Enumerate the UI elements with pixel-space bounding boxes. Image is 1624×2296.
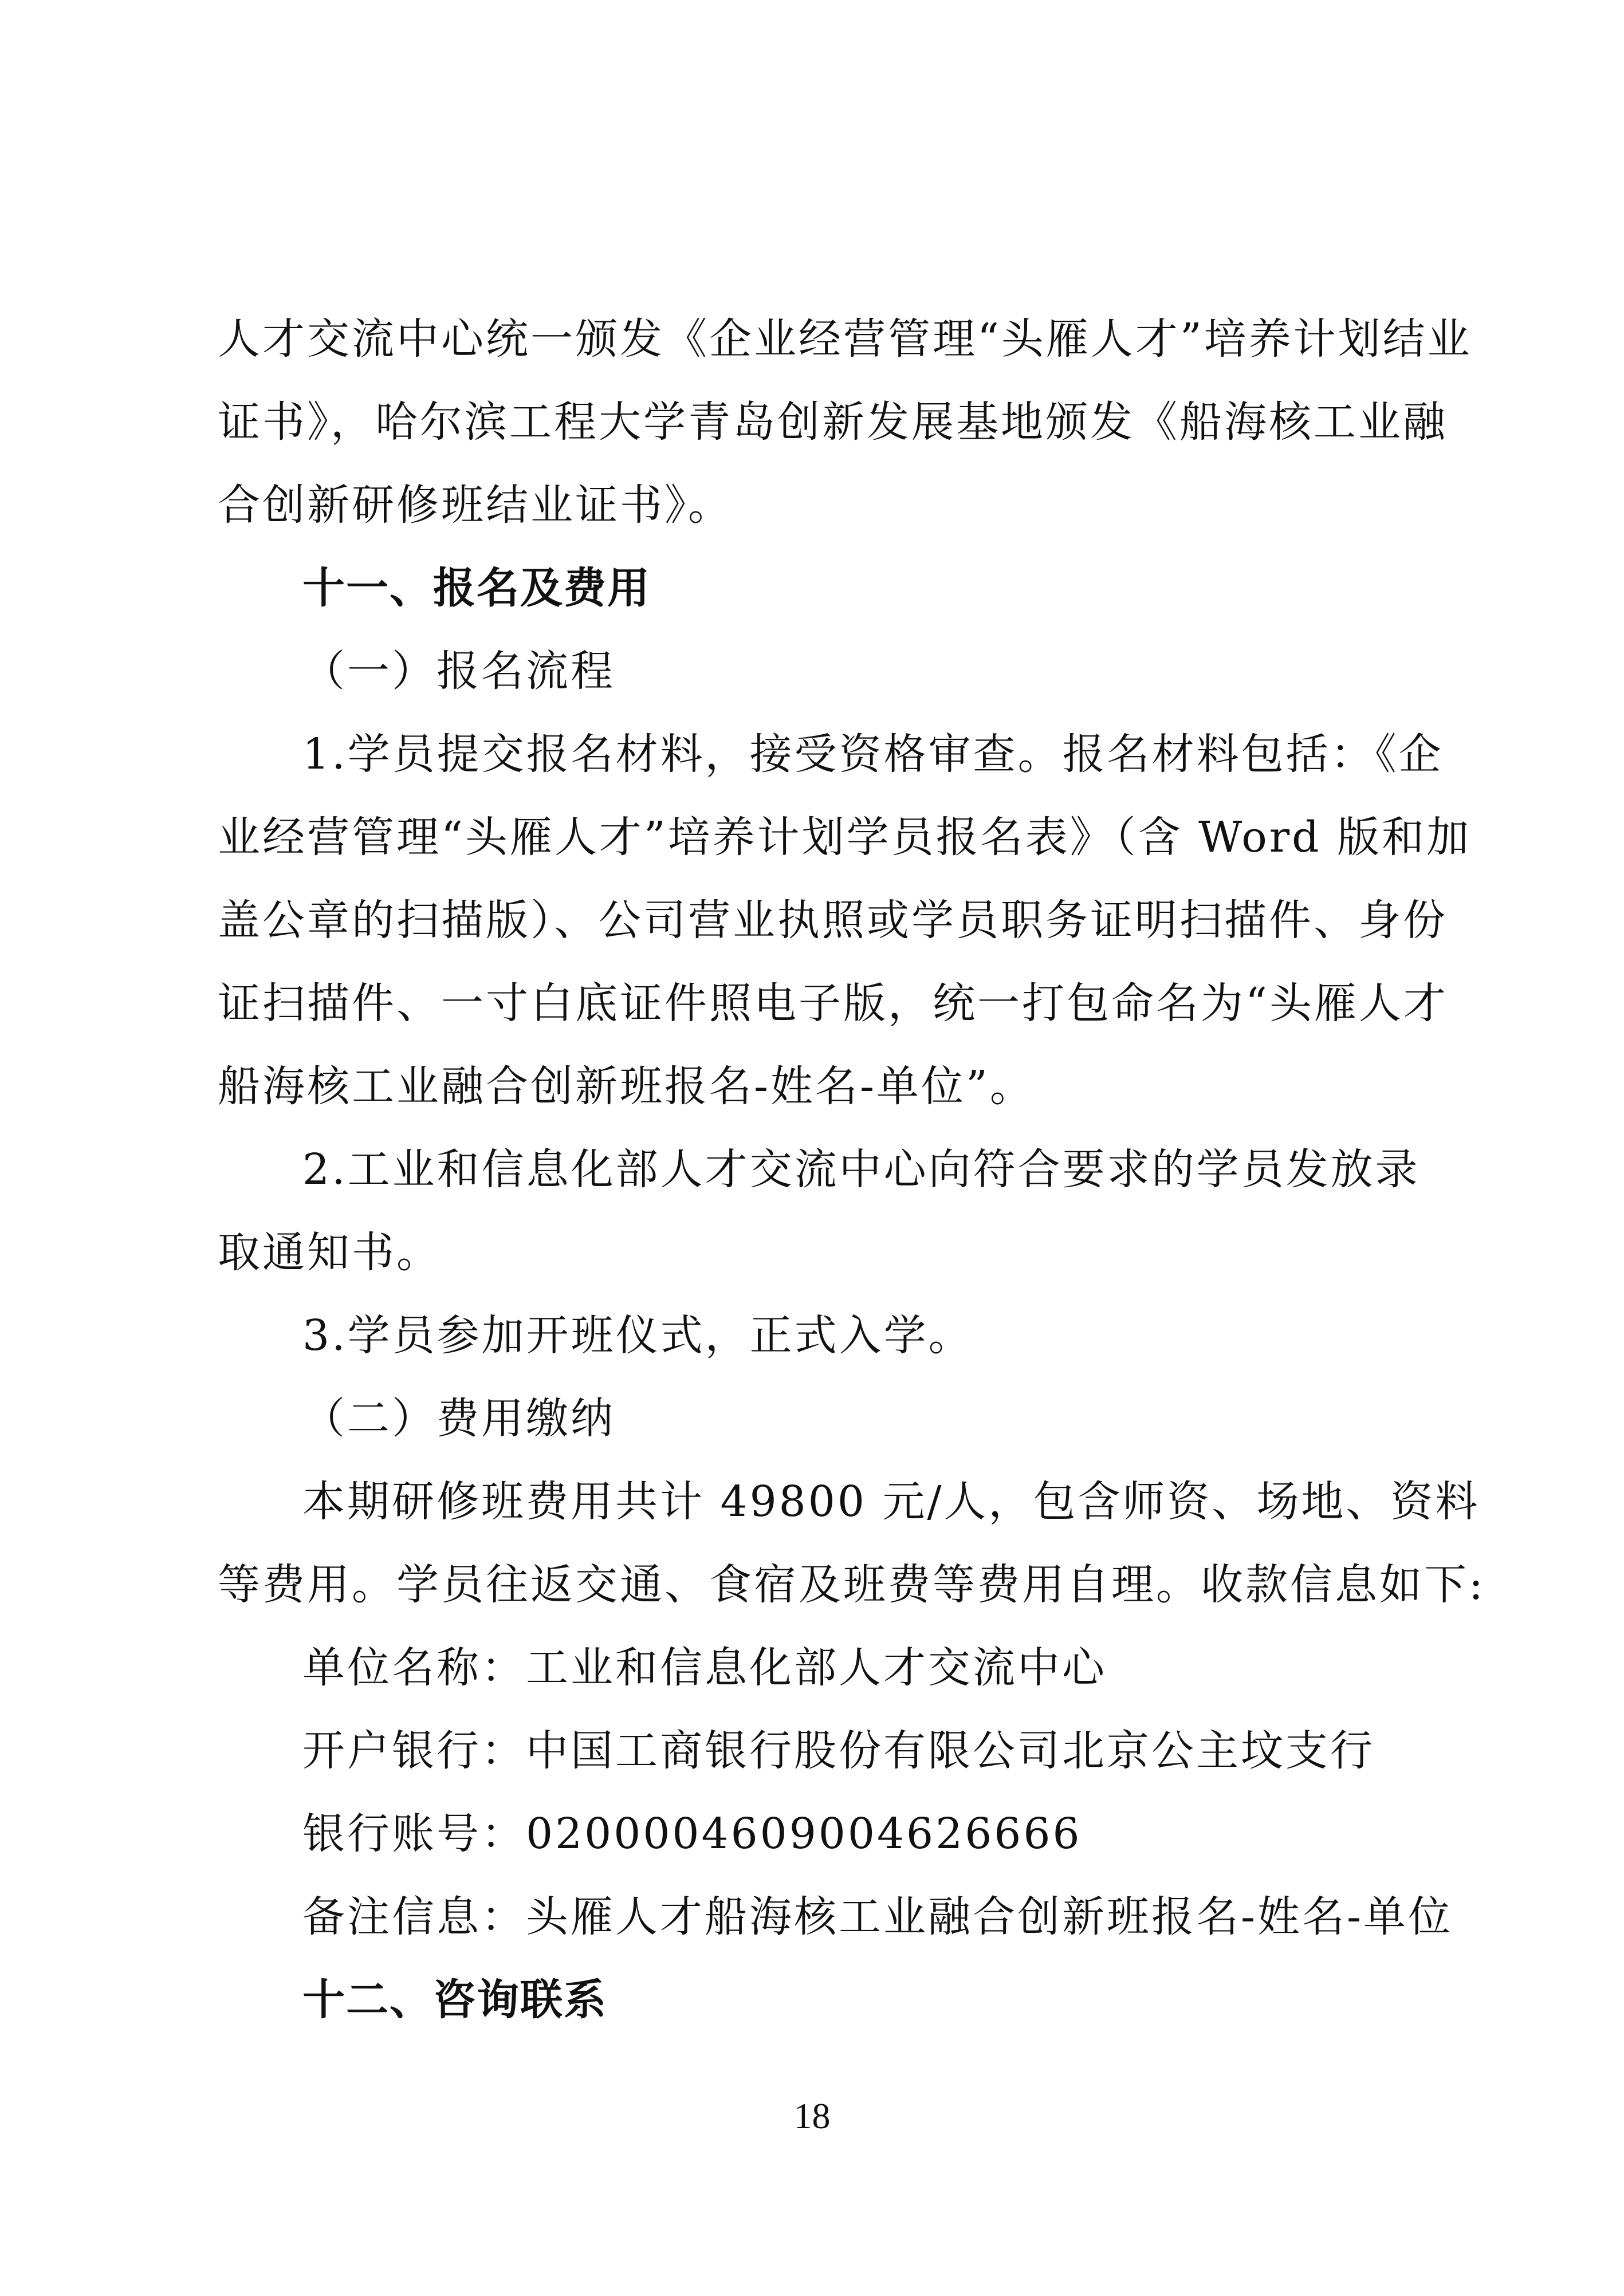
- paragraph-line: 业经营管理“头雁人才”培养计划学员报名表》（含 Word 版和加: [218, 813, 1472, 862]
- subsection-heading: （一）报名流程: [302, 647, 615, 696]
- payment-info-account: 银行账号：0200004609004626666: [302, 1809, 1082, 1858]
- paragraph-line: 盖公章的扫描版）、公司营业执照或学员职务证明扫描件、身份: [218, 896, 1448, 945]
- paragraph-line: 船海核工业融合创新班报名-姓名-单位”。: [218, 1062, 1035, 1111]
- paragraph-line: 证书》，哈尔滨工程大学青岛创新发展基地颁发《船海核工业融: [218, 397, 1448, 447]
- payment-info-unit: 单位名称：工业和信息化部人才交流中心: [302, 1643, 1107, 1692]
- document-body: [218, 298, 1485, 2042]
- paragraph-line: 合创新研修班结业证书》。: [218, 481, 733, 530]
- subsection-heading: （二）费用缴纳: [302, 1394, 615, 1443]
- section-heading: 十一、报名及费用: [302, 564, 651, 613]
- paragraph-line: 取通知书。: [218, 1228, 441, 1277]
- paragraph-line: 人才交流中心统一颁发《企业经营管理“头雁人才”培养计划结业: [218, 314, 1472, 364]
- paragraph-line: 1.学员提交报名材料，接受资格审查。报名材料包括：《企: [302, 730, 1444, 779]
- paragraph-line: 2.工业和信息化部人才交流中心向符合要求的学员发放录: [302, 1145, 1420, 1194]
- paragraph-line: 等费用。学员往返交通、食宿及班费等费用自理。收款信息如下:: [218, 1560, 1485, 1609]
- paragraph-line: 本期研修班费用共计 49800 元/人，包含师资、场地、资料: [302, 1477, 1480, 1526]
- paragraph-line: 3.学员参加开班仪式，正式入学。: [302, 1311, 973, 1360]
- payment-info-bank: 开户银行：中国工商银行股份有限公司北京公主坟支行: [302, 1726, 1375, 1775]
- payment-info-remark: 备注信息：头雁人才船海核工业融合创新班报名-姓名-单位: [302, 1892, 1453, 1941]
- page-number: 18: [793, 2096, 831, 2136]
- section-heading: 十二、咨询联系: [302, 1975, 607, 2025]
- paragraph-line: 证扫描件、一寸白底证件照电子版，统一打包命名为“头雁人才: [218, 979, 1448, 1028]
